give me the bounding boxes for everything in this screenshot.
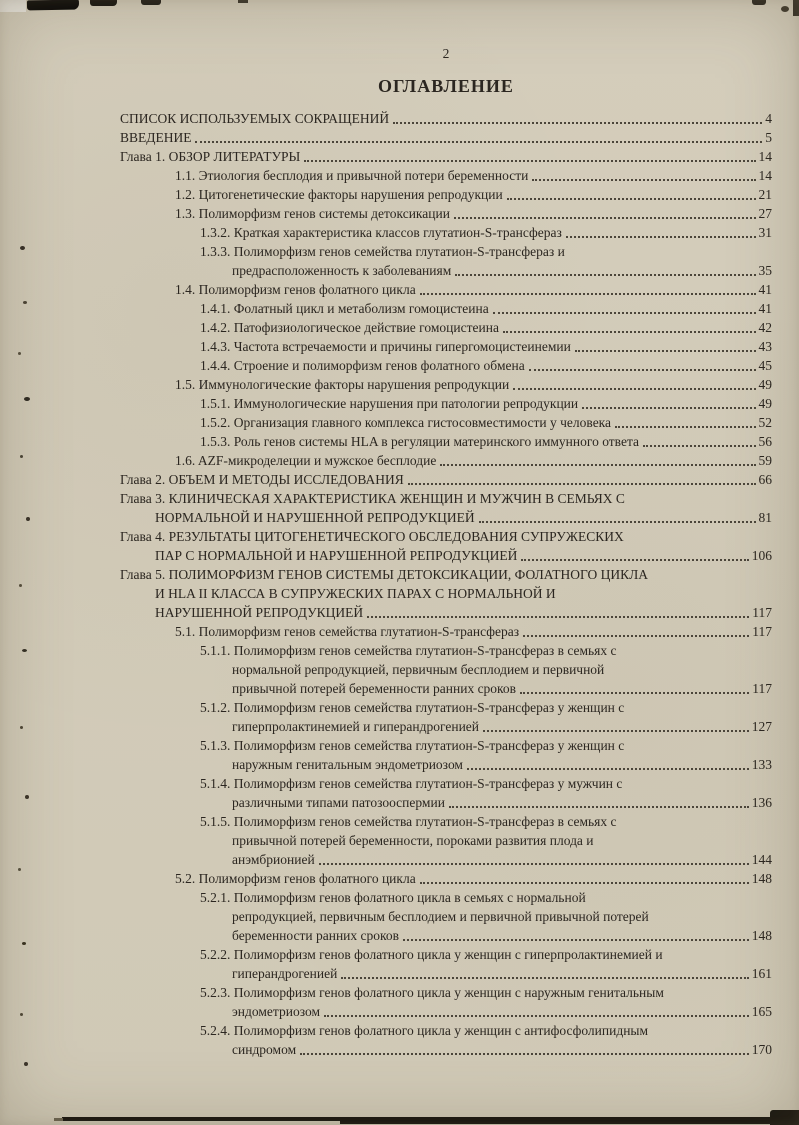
toc-entry xyxy=(120,888,772,945)
dot-leader xyxy=(324,1015,749,1017)
toc-entry xyxy=(120,489,772,527)
toc-entry-lastline xyxy=(120,261,772,280)
toc-entry-text: предрасположенность к заболеваниям xyxy=(232,263,452,278)
page-content xyxy=(120,0,772,1059)
dot-leader xyxy=(454,217,756,219)
toc-entry-text: привычной потерей беременности ранних сроков xyxy=(232,681,517,696)
toc-entry-lastline xyxy=(120,394,772,413)
toc-entry xyxy=(120,736,772,774)
dot-leader xyxy=(507,198,756,200)
dot-leader xyxy=(479,521,756,523)
toc-page-number: 148 xyxy=(751,871,772,886)
dot-leader xyxy=(341,977,748,979)
dot-leader xyxy=(521,559,748,561)
scan-artifact-left-speck xyxy=(24,1062,28,1066)
scan-artifact-corner-light xyxy=(0,0,26,12)
toc-entry-text: 1.1. Этиология бесплодия и привычной потери беременности xyxy=(175,168,529,183)
toc-entry xyxy=(120,280,772,299)
toc-entry xyxy=(120,185,772,204)
toc-page-number: 81 xyxy=(758,510,772,525)
toc-page-number: 117 xyxy=(752,605,772,620)
dot-leader xyxy=(493,312,756,314)
toc-entry-lastline xyxy=(120,432,772,451)
toc-page-number: 117 xyxy=(752,681,772,696)
scan-artifact-left-speck xyxy=(22,649,27,652)
dot-leader xyxy=(408,483,756,485)
scan-artifact-top-right-edge xyxy=(793,0,799,16)
toc-entry-lastline xyxy=(120,204,772,223)
toc-entry xyxy=(120,242,772,280)
toc-entry-text: НОРМАЛЬНОЙ И НАРУШЕННОЙ РЕПРОДУКЦИЕЙ xyxy=(155,510,475,525)
page-number: 2 xyxy=(442,46,450,61)
toc-page-number: 35 xyxy=(758,263,772,278)
toc-entry-text: 1.5.1. Иммунологические нарушения при патологии репродукции xyxy=(200,396,579,411)
scan-artifact-left-speck xyxy=(20,455,23,458)
toc-entry-text: 1.4.2. Патофизиологическое действие гомоцистеина xyxy=(200,320,499,335)
toc-entry xyxy=(120,318,772,337)
toc-page-number: 165 xyxy=(751,1004,772,1019)
toc-page-number: 49 xyxy=(758,377,772,392)
toc-entry-text-line: 5.1.4. Полиморфизм генов семейства глутатион-S-трансфераз у мужчин с xyxy=(200,776,623,791)
toc-entry-lastline xyxy=(120,223,772,242)
toc-entry-text: 1.5. Иммунологические факторы нарушения репродукции xyxy=(175,377,510,392)
toc-page-number: 14 xyxy=(758,168,772,183)
toc-entry-lastline xyxy=(120,147,772,166)
toc-entry-text: ВВЕДЕНИЕ xyxy=(120,130,192,145)
toc-entry-text-line: 5.1.2. Полиморфизм генов семейства глутатион-S-трансфераз у женщин с xyxy=(200,700,625,715)
dot-leader xyxy=(304,160,755,162)
toc-entry xyxy=(120,565,772,622)
toc-entry xyxy=(120,774,772,812)
dot-leader xyxy=(195,141,762,143)
toc-entry-lastline xyxy=(120,1040,772,1059)
toc-entry-text: Глава 1. ОБЗОР ЛИТЕРАТУРЫ xyxy=(120,149,301,164)
toc-entry-lastline xyxy=(120,869,772,888)
toc-entry-text: 1.6. AZF-микроделеции и мужское бесплодие xyxy=(175,453,437,468)
toc-entry xyxy=(120,869,772,888)
scan-artifact-bottom-line-fade xyxy=(54,1118,63,1121)
toc-entry-lastline xyxy=(120,850,772,869)
toc-page-number: 56 xyxy=(758,434,772,449)
toc-entry-lastline xyxy=(120,755,772,774)
scan-artifact-left-speck xyxy=(20,1013,23,1016)
scan-artifact-left-speck xyxy=(20,726,23,729)
toc-entry-text: ПАР С НОРМАЛЬНОЙ И НАРУШЕННОЙ РЕПРОДУКЦИЕЙ xyxy=(155,548,518,563)
toc-page-number: 133 xyxy=(751,757,772,772)
dot-leader xyxy=(455,274,755,276)
toc-entry-text-line: 5.2.2. Полиморфизм генов фолатного цикла у женщин с гиперпролактинемией и xyxy=(200,947,663,962)
scan-artifact-bottom-line-thick xyxy=(340,1120,799,1124)
toc-entry xyxy=(120,1021,772,1059)
dot-leader xyxy=(420,882,749,884)
scan-artifact-left-speck xyxy=(26,517,30,521)
toc-entry xyxy=(120,432,772,451)
toc-entry xyxy=(120,698,772,736)
toc-entry-text-line: Глава 4. РЕЗУЛЬТАТЫ ЦИТОГЕНЕТИЧЕСКОГО ОБСЛЕДОВАНИЯ СУПРУЖЕСКИХ xyxy=(120,529,624,544)
dot-leader xyxy=(440,464,755,466)
toc-entry xyxy=(120,375,772,394)
toc-page-number: 5 xyxy=(765,130,772,145)
toc-entry-text-line: 1.3.3. Полиморфизм генов семейства глутатион-S-трансфераз и xyxy=(200,244,565,259)
scan-artifact-left-speck xyxy=(24,397,30,401)
toc-entry-text-line: 5.2.1. Полиморфизм генов фолатного цикла в семьях с нормальной xyxy=(200,890,586,905)
toc-page-number: 41 xyxy=(758,282,772,297)
dot-leader xyxy=(575,350,756,352)
toc-entry-lastline xyxy=(120,375,772,394)
toc-page-number: 170 xyxy=(751,1042,772,1057)
toc-entry-text: синдромом xyxy=(232,1042,297,1057)
scan-artifact-left-speck xyxy=(18,352,21,355)
scan-artifact-top-right-speck xyxy=(781,6,789,12)
toc-entry-text-line: репродукцией, первичным бесплодием и первичной привычной потерей xyxy=(232,909,649,924)
dot-leader xyxy=(449,806,749,808)
toc-entry-text: 1.3. Полиморфизм генов системы детоксикации xyxy=(175,206,450,221)
toc-entry-text: СПИСОК ИСПОЛЬЗУЕМЫХ СОКРАЩЕНИЙ xyxy=(120,111,390,126)
toc-entry xyxy=(120,166,772,185)
dot-leader xyxy=(532,179,755,181)
toc-entry xyxy=(120,147,772,166)
toc-entry xyxy=(120,622,772,641)
dot-leader xyxy=(300,1053,749,1055)
scan-artifact-left-speck xyxy=(23,301,27,304)
toc-entry-lastline xyxy=(120,964,772,983)
toc-entry-text: различными типами патозооспермии xyxy=(232,795,445,810)
toc-page-number: 4 xyxy=(765,111,772,126)
toc-entry-text: 1.4. Полиморфизм генов фолатного цикла xyxy=(175,282,416,297)
toc xyxy=(120,109,772,1059)
toc-entry-text: 1.3.2. Краткая характеристика классов глутатион-S-трансфераз xyxy=(200,225,562,240)
dot-leader xyxy=(566,236,756,238)
toc-page-number: 117 xyxy=(752,624,772,639)
toc-entry-text-line: Глава 5. ПОЛИМОРФИЗМ ГЕНОВ СИСТЕМЫ ДЕТОКСИКАЦИИ, ФОЛАТНОГО ЦИКЛА xyxy=(120,567,649,582)
scan-artifact-top-mark xyxy=(90,0,117,6)
toc-entry-text: 1.2. Цитогенетические факторы нарушения репродукции xyxy=(175,187,503,202)
toc-entry-lastline xyxy=(120,793,772,812)
toc-page-number: 144 xyxy=(751,852,772,867)
toc-entry-text: наружным генитальным эндометриозом xyxy=(232,757,463,772)
toc-entry-lastline xyxy=(120,356,772,375)
toc-entry xyxy=(120,527,772,565)
toc-entry-text-line: нормальной репродукцией, первичным бесплодием и первичной xyxy=(232,662,605,677)
toc-entry xyxy=(120,299,772,318)
toc-page-number: 127 xyxy=(751,719,772,734)
dot-leader xyxy=(523,635,749,637)
toc-page-number: 52 xyxy=(758,415,772,430)
toc-page-number: 106 xyxy=(751,548,772,563)
toc-page-number: 21 xyxy=(758,187,772,202)
scan-artifact-bottom-right-blob xyxy=(770,1110,799,1125)
toc-entry-lastline xyxy=(120,470,772,489)
toc-page-number: 14 xyxy=(758,149,772,164)
toc-page-number: 66 xyxy=(758,472,772,487)
scan-artifact-left-speck xyxy=(22,942,26,945)
toc-entry-lastline xyxy=(120,318,772,337)
toc-entry-lastline xyxy=(120,451,772,470)
toc-entry-lastline xyxy=(120,717,772,736)
toc-entry-text: 5.1. Полиморфизм генов семейства глутатион-S-трансфераз xyxy=(175,624,520,639)
toc-entry-text-line: привычной потерей беременности, пороками развития плода и xyxy=(232,833,594,848)
toc-entry-lastline xyxy=(120,622,772,641)
dot-leader xyxy=(513,388,755,390)
toc-entry-text: 1.5.2. Организация главного комплекса гистосовместимости у человека xyxy=(200,415,612,430)
toc-entry xyxy=(120,356,772,375)
toc-entry xyxy=(120,451,772,470)
toc-page-number: 27 xyxy=(758,206,772,221)
dot-leader xyxy=(393,122,762,124)
toc-entry-lastline xyxy=(120,280,772,299)
toc-entry-text-line: 5.1.3. Полиморфизм генов семейства глутатион-S-трансфераз у женщин с xyxy=(200,738,625,753)
dot-leader xyxy=(467,768,749,770)
toc-entry xyxy=(120,223,772,242)
toc-entry-lastline xyxy=(120,109,772,128)
scan-artifact-top-mark xyxy=(27,0,79,10)
toc-page-number: 43 xyxy=(758,339,772,354)
toc-entry-lastline xyxy=(120,679,772,698)
toc-entry-lastline xyxy=(120,508,772,527)
toc-entry-text-line: И HLA II КЛАССА В СУПРУЖЕСКИХ ПАРАХ С НОРМАЛЬНОЙ И xyxy=(155,586,556,601)
dot-leader xyxy=(403,939,749,941)
toc-page-number: 31 xyxy=(758,225,772,240)
scan-artifact-bottom-line xyxy=(62,1117,799,1121)
toc-page-number: 59 xyxy=(758,453,772,468)
toc-entry-text: 1.4.1. Фолатный цикл и метаболизм гомоцистеина xyxy=(200,301,489,316)
toc-entry xyxy=(120,204,772,223)
toc-entry-text-line: 5.1.5. Полиморфизм генов семейства глутатион-S-трансфераз в семьях с xyxy=(200,814,617,829)
toc-page-number: 41 xyxy=(758,301,772,316)
toc-entry xyxy=(120,812,772,869)
toc-entry-lastline xyxy=(120,166,772,185)
dot-leader xyxy=(582,407,755,409)
toc-page-number: 148 xyxy=(751,928,772,943)
toc-entry-text: 5.2. Полиморфизм генов фолатного цикла xyxy=(175,871,416,886)
toc-page-number: 136 xyxy=(751,795,772,810)
dot-leader xyxy=(420,293,756,295)
dot-leader xyxy=(615,426,755,428)
toc-entry-text: 1.4.3. Частота встречаемости и причины гипергомоцистеинемии xyxy=(200,339,571,354)
toc-page-number: 49 xyxy=(758,396,772,411)
toc-entry-text: 1.5.3. Роль генов системы HLA в регуляции материнского иммунного ответа xyxy=(200,434,640,449)
toc-entry-lastline xyxy=(120,337,772,356)
toc-entry-lastline xyxy=(120,546,772,565)
toc-entry-text: беременности ранних сроков xyxy=(232,928,400,943)
toc-entry xyxy=(120,128,772,147)
toc-entry-lastline xyxy=(120,413,772,432)
scan-artifact-left-speck xyxy=(25,795,29,799)
toc-entry xyxy=(120,945,772,983)
dot-leader xyxy=(520,692,749,694)
toc-entry-lastline xyxy=(120,1002,772,1021)
dot-leader xyxy=(483,730,749,732)
dot-leader xyxy=(643,445,755,447)
toc-entry-text: НАРУШЕННОЙ РЕПРОДУКЦИЕЙ xyxy=(155,605,364,620)
scan-artifact-left-speck xyxy=(18,868,21,871)
toc-entry xyxy=(120,641,772,698)
toc-entry xyxy=(120,983,772,1021)
toc-entry-lastline xyxy=(120,128,772,147)
toc-entry xyxy=(120,394,772,413)
dot-leader xyxy=(319,863,749,865)
toc-entry xyxy=(120,413,772,432)
toc-entry-lastline xyxy=(120,299,772,318)
toc-page-number: 161 xyxy=(751,966,772,981)
dot-leader xyxy=(503,331,756,333)
toc-entry-text-line: 5.2.4. Полиморфизм генов фолатного цикла у женщин с антифосфолипидным xyxy=(200,1023,649,1038)
toc-entry-text: гиперпролактинемией и гиперандрогенией xyxy=(232,719,480,734)
scan-artifact-left-speck xyxy=(20,246,25,250)
dot-leader xyxy=(529,369,756,371)
toc-page-number: 42 xyxy=(758,320,772,335)
toc-entry-text: гиперандрогенией xyxy=(232,966,338,981)
toc-entry-text-line: 5.1.1. Полиморфизм генов семейства глутатион-S-трансфераз в семьях с xyxy=(200,643,617,658)
toc-page-number: 45 xyxy=(758,358,772,373)
toc-entry-text-line: Глава 3. КЛИНИЧЕСКАЯ ХАРАКТЕРИСТИКА ЖЕНЩИН И МУЖЧИН В СЕМЬЯХ С xyxy=(120,491,625,506)
toc-entry-lastline xyxy=(120,926,772,945)
scan-artifact-left-speck xyxy=(19,584,22,587)
toc-entry-lastline xyxy=(120,603,772,622)
toc-entry-text-line: 5.2.3. Полиморфизм генов фолатного цикла у женщин с наружным генитальным xyxy=(200,985,664,1000)
toc-entry xyxy=(120,470,772,489)
dot-leader xyxy=(367,616,749,618)
toc-entry xyxy=(120,109,772,128)
page-title: ОГЛАВЛЕНИЕ xyxy=(378,76,514,96)
toc-entry-lastline xyxy=(120,185,772,204)
toc-entry-text: Глава 2. ОБЪЕМ И МЕТОДЫ ИССЛЕДОВАНИЯ xyxy=(120,472,404,487)
toc-entry-text: эндометриозом xyxy=(232,1004,320,1019)
toc-entry xyxy=(120,337,772,356)
toc-entry-text: анэмбрионией xyxy=(232,852,315,867)
toc-entry-text: 1.4.4. Строение и полиморфизм генов фолатного обмена xyxy=(200,358,525,373)
